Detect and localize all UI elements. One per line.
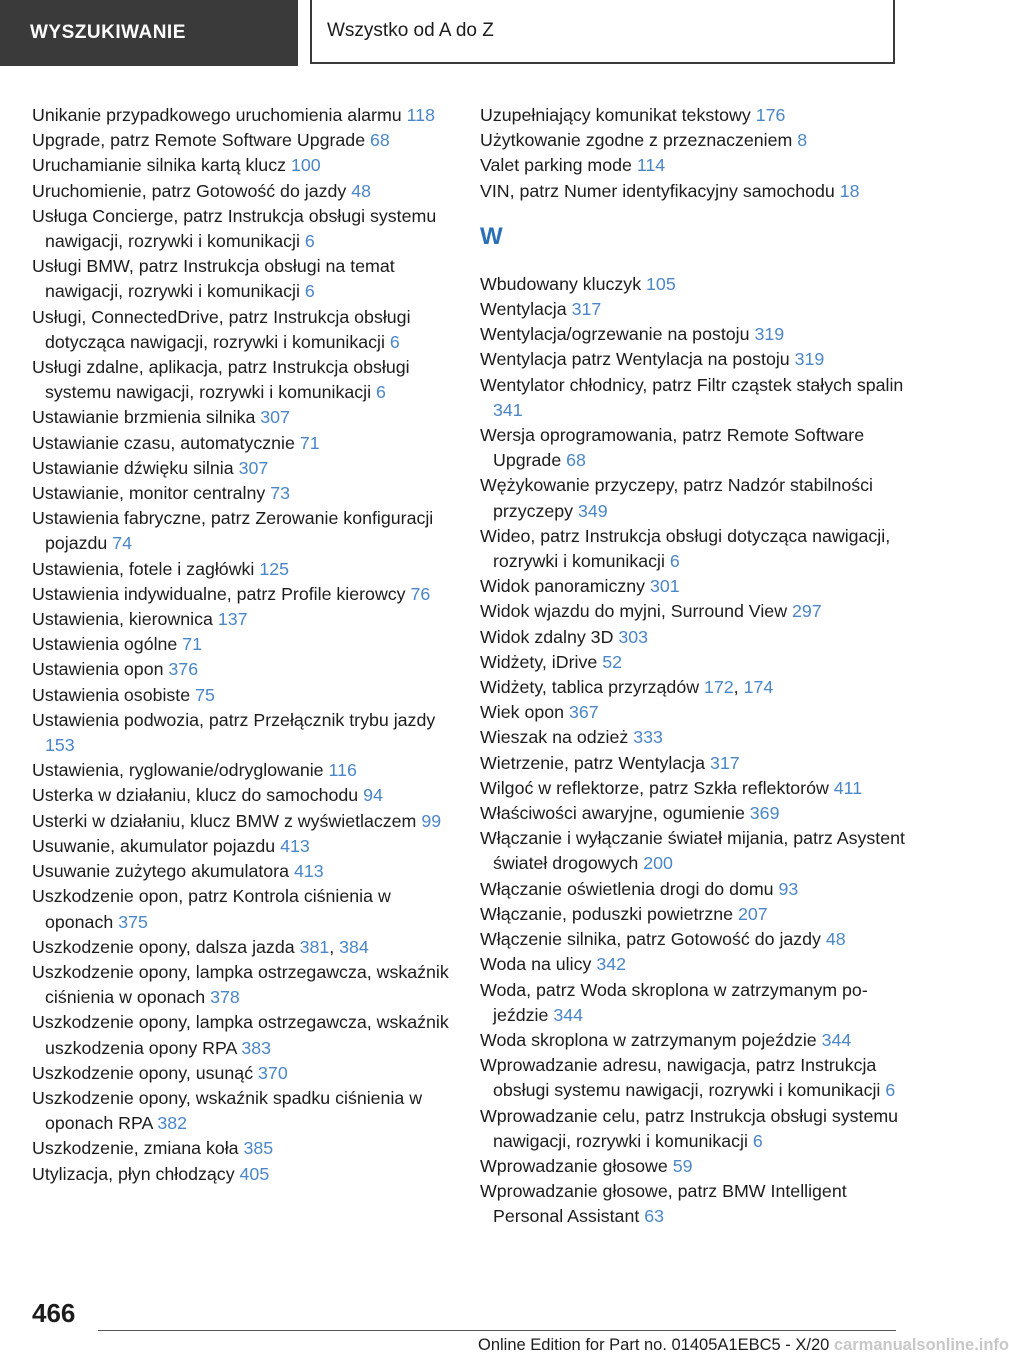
index-entry: [32, 683, 452, 708]
index-term: Uszkodzenie opony, wskaźnik spadku ciśnienia w oponach RPA: [32, 1087, 423, 1134]
index-term: Ustawienia, ryglowanie/odryglowanie: [32, 760, 324, 781]
page-link[interactable]: 176: [755, 105, 786, 125]
index-entry: [32, 1162, 452, 1187]
page-link[interactable]: 6: [389, 331, 400, 352]
page-link[interactable]: 174: [743, 677, 774, 698]
index-entry: [480, 650, 910, 675]
index-entry: [32, 783, 452, 808]
index-term: Włączanie oświetlenia drogi do domu: [480, 878, 774, 899]
index-term: Ustawienia, fotele i zagłówki: [32, 558, 255, 579]
section-tab[interactable]: WYSZUKIWANIE: [0, 0, 298, 66]
index-term: Usługi BMW, patrz Instrukcja obsługi na temat nawigacji, rozrywki i komunikacji: [32, 256, 395, 302]
index-term: Wietrzenie, patrz Wentylacja: [480, 752, 705, 773]
index-term: Widok wjazdu do myjni, Surround View: [480, 601, 788, 622]
index-entry: [480, 524, 910, 574]
index-entry: [480, 1179, 910, 1229]
index-entry: [480, 1154, 910, 1179]
index-entry: [480, 272, 910, 297]
index-term: Uszkodzenie opony, lampka ostrzegawcza, wskaźnik ciśnienia w oponach: [32, 961, 449, 1008]
page-link[interactable]: 349: [578, 500, 608, 521]
page-link[interactable]: 93: [778, 878, 799, 899]
page-link[interactable]: 317: [709, 752, 740, 773]
index-term: Uszkodzenie opony, usunąć: [32, 1062, 254, 1083]
page-number: 466: [32, 1298, 76, 1328]
index-entry: [480, 776, 910, 801]
page-link[interactable]: 6: [752, 1130, 763, 1151]
index-term: Unikanie przypadkowego uruchomienia alarmu: [32, 105, 402, 125]
index-entry: [32, 657, 452, 682]
index-term: Usterka w działaniu, klucz do samochodu: [32, 785, 359, 806]
page-link[interactable]: 413: [280, 835, 310, 856]
index-entry: [32, 859, 452, 884]
page-link[interactable]: 6: [304, 231, 315, 252]
index-group-u: [480, 103, 910, 204]
index-term: Ustawianie czasu, automatycznie: [32, 432, 295, 453]
index-term: Usuwanie, akumulator pojazdu: [32, 835, 276, 856]
page-link[interactable]: 71: [299, 432, 320, 453]
index-entry: [32, 834, 452, 859]
edition-text: Online Edition for Part no. 01405A1EBC5 - X/20: [478, 1336, 830, 1354]
index-entry: [480, 373, 910, 423]
page-link[interactable]: 6: [669, 551, 680, 572]
index-term: Uszkodzenie opony, lampka ostrzegawcza, wskaźnik uszkodzenia opony RPA: [32, 1012, 449, 1058]
index-entry: [480, 978, 910, 1028]
index-entry: [480, 1053, 910, 1103]
index-term: Uruchomienie, patrz Gotowość do jazdy: [32, 180, 347, 201]
page-link[interactable]: 301: [650, 576, 680, 597]
index-term: Usługa Concierge, patrz Instrukcja obsługi systemu nawigacji, rozrywki i komunikacji: [32, 205, 437, 252]
page-link[interactable]: 411: [833, 777, 863, 798]
index-entry: [480, 675, 910, 700]
page-link[interactable]: 367: [568, 702, 599, 723]
index-entry: [32, 1136, 452, 1161]
page-link[interactable]: 116: [328, 760, 357, 781]
index-term: Ustawianie, monitor centralny: [32, 483, 266, 504]
page-separator: ,: [329, 936, 335, 957]
page-link[interactable]: 383: [241, 1037, 272, 1058]
index-entry: [32, 179, 452, 204]
index-entry: [480, 153, 910, 178]
index-term: Uszkodzenie, zmiana koła: [32, 1138, 239, 1159]
index-entry: [32, 935, 452, 960]
index-term: Wprowadzanie celu, patrz Instrukcja obsługi systemu nawigacji, rozrywki i komunikacji: [480, 1105, 899, 1151]
page-link[interactable]: 333: [633, 727, 663, 748]
index-entry: [480, 297, 910, 322]
page-link[interactable]: 381: [299, 936, 330, 957]
index-entry: [32, 506, 452, 556]
index-term: Wersja oprogramowania, patrz Remote Software Upgrade: [480, 425, 865, 471]
index-term: Wiek opon: [480, 702, 565, 723]
index-term: Wprowadzanie głosowe: [480, 1155, 668, 1176]
index-entry: [480, 725, 910, 750]
edition-line: [478, 1336, 1009, 1355]
index-term: Woda skroplona w zatrzymanym pojeździe: [480, 1029, 817, 1050]
index-term: Włączanie i wyłączanie świateł mijania, patrz Asystent świateł drogowych: [480, 828, 905, 874]
index-term: Widok zdalny 3D: [480, 626, 614, 647]
page-link[interactable]: 75: [195, 684, 215, 705]
index-term: Uszkodzenie opon, patrz Kontrola ciśnienia w oponach: [32, 886, 391, 932]
index-term: Wprowadzanie adresu, nawigacja, patrz Instrukcja obsługi systemu nawigacji, rozrywki i komunikacji: [480, 1055, 881, 1101]
page-link[interactable]: 125: [259, 558, 289, 579]
index-entry: [32, 128, 452, 153]
page-link[interactable]: 303: [618, 626, 649, 647]
index-entry: [32, 884, 452, 934]
page-link[interactable]: 207: [737, 903, 768, 924]
index-term: Widżety, iDrive: [480, 651, 598, 672]
index-term: Wieszak na odzież: [480, 727, 629, 748]
page-link[interactable]: 8: [797, 130, 808, 151]
index-term: Usługi, ConnectedDrive, patrz Instrukcja obsługi dotycząca nawigacji, rozrywki i komunikacji: [32, 306, 411, 352]
index-term: Ustawienia ogólne: [32, 634, 178, 655]
index-term: Utylizacja, płyn chłodzący: [32, 1163, 235, 1184]
page-link[interactable]: 341: [493, 399, 523, 420]
index-entry: [32, 708, 452, 758]
page-link[interactable]: 375: [118, 911, 148, 932]
letter-heading-w: W: [480, 222, 503, 250]
index-entry: [32, 960, 452, 1010]
page-link[interactable]: 344: [821, 1029, 852, 1050]
page-link[interactable]: 405: [239, 1163, 270, 1184]
index-entry: [480, 751, 910, 776]
page-link[interactable]: 105: [646, 273, 676, 294]
index-entry: [32, 254, 452, 304]
page-link[interactable]: 48: [351, 180, 372, 201]
index-term: Valet parking mode: [480, 155, 632, 176]
index-entry: [32, 431, 452, 456]
index-term: Ustawienia indywidualne, patrz Profile kierowcy: [32, 583, 406, 604]
index-entry: [480, 1104, 910, 1154]
index-entry: [32, 809, 452, 834]
index-column-left: [32, 103, 452, 1187]
index-entry: [32, 1061, 452, 1086]
index-term: Ustawienia osobiste: [32, 684, 191, 705]
index-term: Uruchamianie silnika kartą klucz: [32, 155, 286, 176]
index-entry: [480, 625, 910, 650]
index-term: Widżety, tablica przyrządów: [480, 677, 700, 698]
index-term: Upgrade, patrz Remote Software Upgrade: [32, 130, 366, 151]
page-link[interactable]: 378: [210, 987, 240, 1008]
page-header: [0, 0, 960, 66]
page-link[interactable]: 76: [410, 583, 431, 604]
page-link[interactable]: 200: [643, 853, 673, 874]
index-term: Woda, patrz Woda skroplona w zatrzymanym pojeździe: [480, 979, 868, 1025]
index-term: Uszkodzenie opony, dalsza jazda: [32, 936, 295, 957]
index-entry: [32, 1086, 452, 1136]
index-entry: [32, 305, 452, 355]
index-term: Wentylacja patrz Wentylacja na postoju: [480, 349, 790, 370]
index-entry: [480, 599, 910, 624]
index-term: Ustawianie brzmienia silnika: [32, 407, 256, 428]
index-entry: [32, 355, 452, 405]
index-entry: [480, 322, 910, 347]
index-term: Wężykowanie przyczepy, patrz Nadzór stabilności przyczepy: [480, 475, 873, 521]
index-entry: [480, 902, 910, 927]
index-entry: [32, 607, 452, 632]
index-entry: [32, 481, 452, 506]
page-link[interactable]: 342: [596, 954, 626, 975]
index-term: Wprowadzanie głosowe, patrz BMW Intelligent Personal Assistant: [480, 1181, 847, 1227]
index-term: VIN, patrz Numer identyfikacyjny samochodu: [480, 180, 835, 201]
index-entry: [32, 1010, 452, 1060]
index-term: Widok panoramiczny: [480, 576, 646, 597]
page-link[interactable]: 370: [258, 1062, 288, 1083]
page-link[interactable]: 319: [754, 324, 785, 345]
page-link[interactable]: 52: [602, 651, 622, 672]
page-link[interactable]: 118: [406, 105, 435, 125]
index-entry: [480, 574, 910, 599]
index-entry: [480, 1028, 910, 1053]
index-entry: [480, 826, 910, 876]
index-entry: [32, 204, 452, 254]
index-entry: [480, 700, 910, 725]
footer-divider: [98, 1330, 896, 1331]
index-term: Ustawienia opon: [32, 659, 164, 680]
index-term: Uzupełniający komunikat tekstowy: [480, 105, 751, 125]
index-term: Włączanie, poduszki powietrzne: [480, 903, 734, 924]
page-link[interactable]: 94: [363, 785, 383, 806]
index-term: Ustawienia podwozia, patrz Przełącznik trybu jazdy: [32, 709, 436, 730]
index-entry: [480, 473, 910, 523]
page-link[interactable]: 172: [704, 677, 734, 698]
index-term: Właściwości awaryjne, ogumienie: [480, 803, 745, 824]
index-entry: [32, 405, 452, 430]
page-link[interactable]: 68: [566, 450, 586, 471]
index-entry: [32, 557, 452, 582]
page-separator: ,: [733, 677, 739, 698]
index-entry: [32, 456, 452, 481]
page-link[interactable]: 344: [553, 1004, 583, 1025]
page-link[interactable]: 6: [376, 382, 386, 403]
index-term: Wbudowany kluczyk: [480, 273, 642, 294]
index-term: Ustawianie dźwięku silnia: [32, 457, 234, 478]
page-link[interactable]: 369: [749, 803, 780, 824]
index-term: Ustawienia fabryczne, patrz Zerowanie konfiguracji pojazdu: [32, 508, 434, 554]
page-link[interactable]: 74: [112, 533, 133, 554]
page-link[interactable]: 413: [293, 861, 324, 882]
index-entry: [32, 758, 452, 783]
page-link[interactable]: 59: [672, 1155, 693, 1176]
index-entry: [480, 927, 910, 952]
page-link[interactable]: 376: [168, 659, 199, 680]
index-entry: [480, 952, 910, 977]
page-link[interactable]: 297: [791, 601, 822, 622]
page-link[interactable]: 114: [636, 155, 666, 176]
index-entry: [32, 632, 452, 657]
index-term: Ustawienia, kierownica: [32, 609, 213, 630]
page-link[interactable]: 307: [238, 457, 269, 478]
index-entry: [480, 423, 910, 473]
page-link[interactable]: 307: [260, 407, 290, 428]
index-entry: [480, 347, 910, 372]
index-term: Usterki w działaniu, klucz BMW z wyświetlaczem: [32, 810, 417, 831]
page-link[interactable]: 153: [45, 735, 75, 756]
page-link[interactable]: 384: [339, 936, 369, 957]
index-term: Wentylacja/ogrzewanie na postoju: [480, 324, 750, 345]
page-link[interactable]: 6: [304, 281, 315, 302]
index-entry: [480, 179, 910, 204]
subsection-tab[interactable]: Wszystko od A do Z: [310, 0, 895, 64]
page-link[interactable]: 73: [270, 483, 290, 504]
index-entry: [32, 582, 452, 607]
page-link[interactable]: 385: [243, 1138, 274, 1159]
page-link[interactable]: 68: [370, 130, 390, 151]
index-entry: [480, 128, 910, 153]
page-link[interactable]: 319: [794, 349, 825, 370]
page-link[interactable]: 48: [825, 929, 846, 950]
index-entry: [480, 877, 910, 902]
page-link[interactable]: 18: [839, 180, 860, 201]
index-term: Użytkowanie zgodne z przeznaczeniem: [480, 130, 793, 151]
index-term: Wideo, patrz Instrukcja obsługi dotycząca nawigacji, rozrywki i komunikacji: [480, 525, 891, 572]
page-link[interactable]: 99: [421, 810, 442, 831]
index-term: Wilgoć w reflektorze, patrz Szkła reflektorów: [480, 777, 829, 798]
index-column-right: [480, 103, 910, 1230]
page-link[interactable]: 317: [571, 299, 602, 320]
index-term: Woda na ulicy: [480, 954, 592, 975]
index-term: Usuwanie zużytego akumulatora: [32, 861, 289, 882]
watermark-text: carmanualsonline.info: [833, 1336, 1009, 1354]
index-entry: [32, 153, 452, 178]
index-group-w: [480, 272, 910, 1230]
page-link[interactable]: 137: [217, 609, 248, 630]
index-term: Włączenie silnika, patrz Gotowość do jazdy: [480, 929, 821, 950]
page-link[interactable]: 63: [644, 1206, 665, 1227]
index-term: Wentylacja: [480, 299, 567, 320]
index-entry: [480, 103, 910, 128]
index-term: Usługi zdalne, aplikacja, patrz Instrukcja obsługi systemu nawigacji, rozrywki i komunikacji: [32, 357, 410, 403]
page-link[interactable]: 6: [885, 1080, 896, 1101]
index-entry: [480, 801, 910, 826]
index-term: Wentylator chłodnicy, patrz Filtr cząstek stałych spalin: [480, 374, 904, 395]
page-link[interactable]: 100: [290, 155, 321, 176]
page-link[interactable]: 71: [182, 634, 203, 655]
index-entry: [32, 103, 452, 128]
page-link[interactable]: 382: [157, 1113, 188, 1134]
